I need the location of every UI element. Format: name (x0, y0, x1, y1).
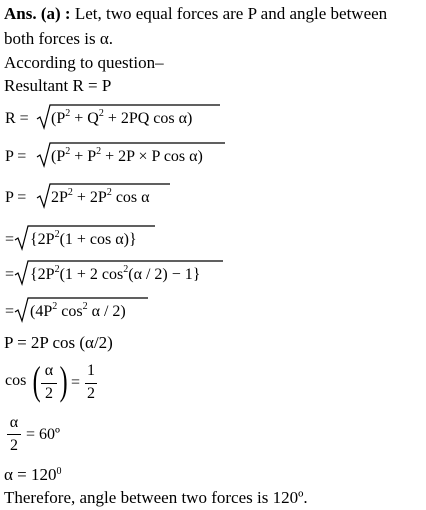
eq3-part-c: cos α (111, 189, 150, 206)
eq6-sup-2: 2 (82, 301, 88, 312)
eq8-denominator: 2 (45, 385, 53, 402)
answer-label: Ans. (a) : (4, 4, 71, 23)
answer-line-3: According to question– (4, 53, 164, 72)
eq4-sup-1: 2 (54, 229, 60, 240)
eq4-radicand (30, 231, 137, 251)
eq1-part-a: (P (51, 110, 66, 127)
answer-line-4: Resultant R = P (4, 76, 112, 95)
eq8-rhs-denominator: 2 (87, 385, 95, 402)
eq2-lhs: P = (5, 148, 27, 165)
eq1-part-b: + Q (70, 110, 99, 127)
eq2-part-c: + 2P × P cos α) (101, 148, 203, 165)
eq9-denominator: 2 (10, 437, 18, 454)
eq3-lhs: P = (5, 189, 27, 206)
eq2-part-a: (P (51, 148, 66, 165)
eq6-sup-1: 2 (52, 301, 58, 312)
eq10-sup: 0 (56, 466, 62, 477)
eq3-radicand (51, 189, 150, 209)
eq8-cos: cos (5, 372, 27, 389)
eq1-lhs: R = (5, 110, 29, 127)
eq8-right-paren: ) (59, 358, 68, 403)
eq9-rhs: = 60º (26, 426, 60, 443)
eq8-left-paren: ( (32, 358, 41, 403)
eq1-part-c: + 2PQ cos α) (103, 110, 193, 127)
eq3-sup-1: 2 (67, 187, 73, 198)
eq6-part-b: cos (57, 303, 83, 320)
answer-line-1 (4, 4, 387, 24)
eq1-radicand (51, 110, 192, 130)
eq8-equals: = (71, 374, 81, 391)
eq2-sup-2: 2 (96, 146, 102, 157)
conclusion-line: Therefore, angle between two forces is 120º. (4, 488, 308, 507)
eq3-part-b: + 2P (72, 189, 107, 206)
eq5-radicand (30, 266, 200, 286)
eq5-part-c: (α / 2) − 1} (128, 266, 201, 283)
equation-6 (5, 303, 14, 321)
eq9-fraction-bar (7, 434, 21, 435)
eq8-rhs-fraction-bar (85, 383, 97, 384)
eq3-sup-2: 2 (106, 187, 112, 198)
eq8-rhs-numerator: 1 (87, 362, 95, 379)
eq4-lhs: = (5, 231, 15, 248)
eq6-part-a: (4P (30, 303, 53, 320)
eq6-part-c: α / 2) (87, 303, 126, 320)
eq2-part-b: + P (70, 148, 97, 165)
equation-2 (5, 148, 26, 166)
eq5-sup-2: 2 (123, 264, 129, 275)
eq5-part-b: (1 + 2 cos (59, 266, 124, 283)
eq6-radicand (30, 303, 126, 323)
eq5-part-a: {2P (30, 266, 55, 283)
eq2-sup-1: 2 (65, 146, 71, 157)
eq10-text: α = 120 (4, 465, 57, 484)
answer-line-2: both forces is α. (4, 29, 113, 48)
equation-5 (5, 266, 14, 284)
eq4-part-a: {2P (30, 231, 55, 248)
eq2-radicand (51, 148, 203, 168)
equation-4 (5, 231, 14, 249)
eq5-lhs: = (5, 266, 15, 283)
eq4-part-b: (1 + cos α)} (59, 231, 137, 248)
eq1-sup-2: 2 (98, 108, 104, 119)
equation-7: P = 2P cos (α/2) (4, 333, 113, 352)
eq9-numerator: α (9, 414, 19, 431)
eq8-numerator: α (44, 362, 54, 379)
eq6-lhs: = (5, 303, 15, 320)
answer-text-1: Let, two equal forces are P and angle between (70, 4, 388, 23)
eq5-sup-1: 2 (54, 264, 60, 275)
eq8-fraction-bar (41, 383, 57, 384)
equation-3 (5, 189, 26, 207)
eq1-sup-1: 2 (65, 108, 71, 119)
equation-10 (4, 465, 62, 488)
equation-1 (5, 110, 29, 128)
eq3-part-a: 2P (51, 189, 68, 206)
